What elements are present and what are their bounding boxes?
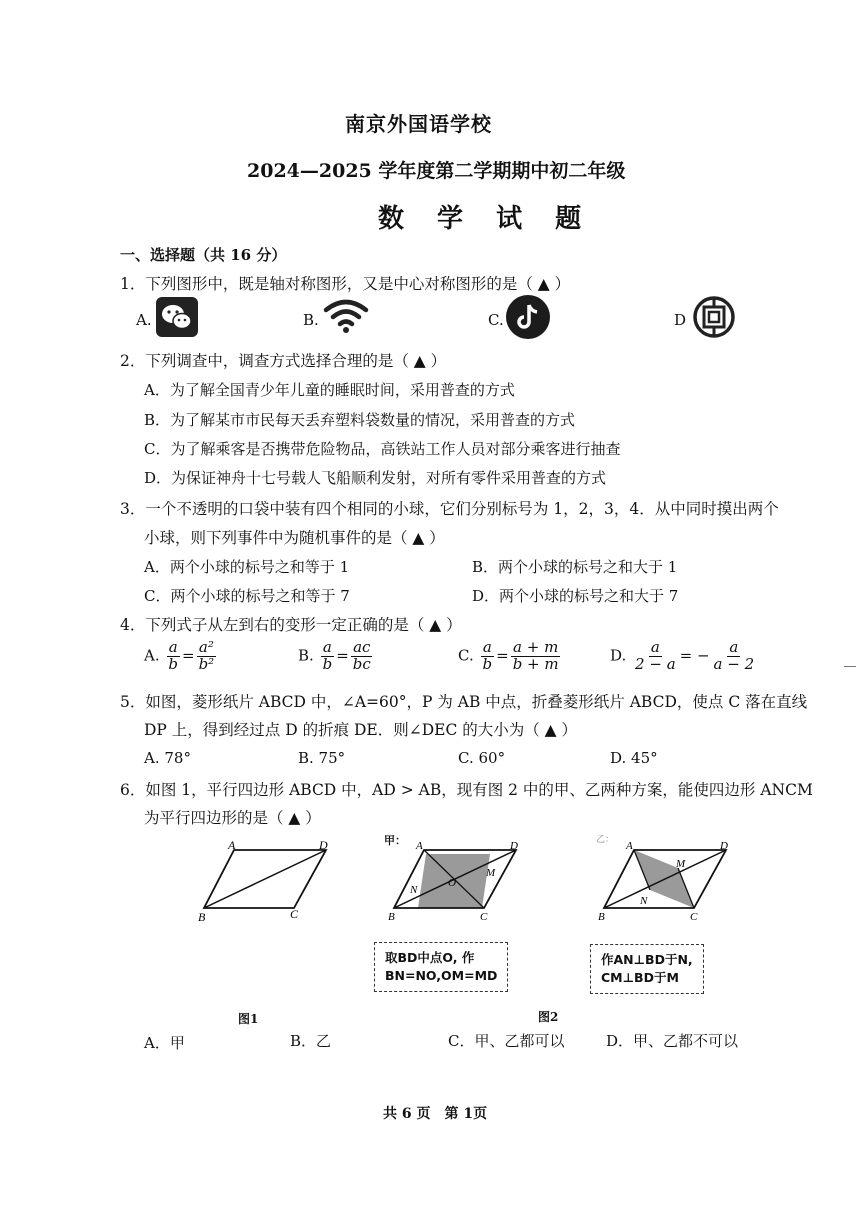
label-n: N <box>640 895 648 907</box>
question-5-stem-line1: 5．如图，菱形纸片 ABCD 中，∠A=60°，P 为 AB 中点，折叠菱形纸片 ABCD，使点 C 落在直线 <box>120 693 808 711</box>
figure-2-yi <box>598 838 738 928</box>
numerator: a² <box>198 638 214 656</box>
q4-option-a: A. $\frac{a}{b}$ = $\frac{\text{a²}}{\text{b²}}$ <box>144 638 215 673</box>
q4-option-b: B. $\frac{a}{b}$ = $\frac{ac}{bc}$ <box>298 638 371 673</box>
q3-option-c: C．两个小球的标号之和等于 7 <box>144 587 350 605</box>
fraction <box>633 640 678 673</box>
label-b: B <box>198 910 206 924</box>
label-c: C <box>480 911 488 923</box>
page-footer: 共 6 页 第 1页 <box>383 1106 488 1122</box>
plan-yi-line2: CM⊥BD于M <box>601 970 679 985</box>
figure-1-parallelogram <box>198 838 348 928</box>
numerator: a <box>729 638 739 656</box>
label-d: D <box>510 840 518 852</box>
q4-c-label: C. <box>458 646 474 665</box>
label-c: C <box>290 907 299 921</box>
label-a: A <box>228 838 236 852</box>
q4-option-d <box>610 640 758 673</box>
numerator: a + m <box>513 638 559 656</box>
label-b: B <box>388 911 395 923</box>
label-c: C <box>690 911 698 923</box>
denominator: bc <box>352 654 371 673</box>
figure-2-yi-label: 乙： <box>596 835 615 845</box>
q1-option-d-label: D <box>674 311 687 329</box>
q2-option-d: D．为保证神舟十七号载人飞船顺利发射，对所有零件采用普查的方式 <box>144 469 607 487</box>
denominator: b² <box>198 654 215 673</box>
exam-subject: 数 学 试 题 <box>378 204 594 234</box>
q5-option-d: D. 45° <box>610 749 658 767</box>
question-2-stem: 2．下列调查中，调查方式选择合理的是（ ▲ ） <box>120 352 447 370</box>
plan-jia-box <box>374 942 508 992</box>
denominator: b + m <box>512 654 559 673</box>
question-5-stem-line2: DP 上，得到经过点 D 的折痕 DE．则∠DEC 的大小为（ ▲ ） <box>144 721 578 739</box>
margin-mark <box>844 666 856 667</box>
question-1-stem: 1．下列图形中，既是轴对称图形，又是中心对称图形的是（ ▲ ） <box>120 275 571 293</box>
label-d: D <box>720 840 728 852</box>
q2-option-c: C．为了解乘客是否携带危险物品，高铁站工作人员对部分乘客进行抽查 <box>144 440 621 458</box>
question-3-stem-line2: 小球，则下列事件中为随机事件的是（ ▲ ） <box>144 529 445 547</box>
denominator: 2 − a <box>635 654 676 673</box>
q5-option-a: A. 78° <box>144 749 191 767</box>
q6-option-a: A．甲 <box>144 1034 185 1052</box>
label-m: M <box>676 858 686 870</box>
wifi-icon <box>322 298 370 334</box>
question-6-stem-line1: 6．如图 1，平行四边形 ABCD 中，AD > AB，现有图 2 中的甲、乙两种方案，能使四边形 ANCM <box>120 781 813 799</box>
figure-2-jia <box>388 838 528 928</box>
label-m: M <box>486 867 496 879</box>
q5-option-b: B. 75° <box>298 749 346 767</box>
plan-jia-line1: 取BD中点O, 作 <box>385 950 475 965</box>
q1-option-b-label: B. <box>303 311 319 329</box>
label-a: A <box>416 840 423 852</box>
section-heading: 一、选择题（共 16 分） <box>120 246 287 264</box>
q2-option-b: B．为了解某市市民每天丢弃塑料袋数量的情况，采用普查的方式 <box>144 411 576 429</box>
equals-minus: = − <box>679 646 710 665</box>
q2-option-a: A．为了解全国青少年儿童的睡眠时间，采用普查的方式 <box>144 381 515 399</box>
label-o: O <box>448 877 456 889</box>
q5-option-c: C. 60° <box>458 749 506 767</box>
label-a: A <box>626 840 633 852</box>
denominator: b <box>482 654 493 673</box>
question-3-stem-line1: 3．一个不透明的口袋中装有四个相同的小球，它们分别标号为 1，2，3，4．从中同时摸出两个 <box>120 500 779 518</box>
numerator: a <box>322 638 332 656</box>
wechat-icon <box>156 297 198 337</box>
q1-option-c-label: C. <box>488 311 504 329</box>
q4-option-c: C. $\frac{a}{b}$ = $\frac{a + m}{b + m}$ <box>458 638 559 673</box>
bank-logo-icon <box>692 295 736 339</box>
figure-2-caption: 图2 <box>538 1010 559 1024</box>
plan-yi-line1: 作AN⊥BD于N, <box>601 952 693 967</box>
label-n: N <box>410 884 418 896</box>
figure-2-jia-label: 甲： <box>384 834 406 847</box>
label-d: D <box>319 838 328 852</box>
exam-term: 2024—2025 学年度第二学期期中初二年级 <box>247 160 626 182</box>
q6-option-b: B．乙 <box>290 1032 332 1050</box>
fraction <box>481 640 495 673</box>
q1-option-a-label: A. <box>136 311 152 329</box>
numerator: a <box>482 638 492 656</box>
numerator: a <box>168 638 178 656</box>
denominator: b <box>168 654 178 673</box>
fraction <box>712 640 757 673</box>
label-b: B <box>598 911 605 923</box>
plan-yi-box <box>590 944 704 994</box>
tiktok-icon <box>505 294 551 340</box>
q6-option-c: C．甲、乙都可以 <box>448 1032 565 1050</box>
question-4-stem: 4．下列式子从左到右的变形一定正确的是（ ▲ ） <box>120 616 462 634</box>
denominator: b <box>322 654 333 673</box>
question-6-stem-line2: 为平行四边形的是（ ▲ ） <box>144 809 321 827</box>
fraction <box>166 640 180 673</box>
fraction <box>321 640 335 673</box>
q3-option-b: B．两个小球的标号之和大于 1 <box>472 558 678 576</box>
q4-d-label: D. <box>610 646 627 665</box>
q3-option-d: D．两个小球的标号之和大于 7 <box>472 587 679 605</box>
plan-jia-line2: BN=NO,OM=MD <box>385 968 498 983</box>
fraction <box>197 640 217 673</box>
q3-option-a: A．两个小球的标号之和等于 1 <box>144 558 350 576</box>
figure-1-caption: 图1 <box>238 1012 259 1026</box>
q4-b-label: B. <box>298 646 314 665</box>
fraction <box>511 640 561 673</box>
q4-a-label: A. <box>144 646 160 665</box>
denominator: a − 2 <box>713 654 755 673</box>
numerator: ac <box>353 638 371 656</box>
school-name: 南京外国语学校 <box>345 112 492 136</box>
q6-option-d: D．甲、乙都不可以 <box>606 1032 739 1050</box>
fraction <box>351 640 373 673</box>
numerator: a <box>650 638 660 656</box>
